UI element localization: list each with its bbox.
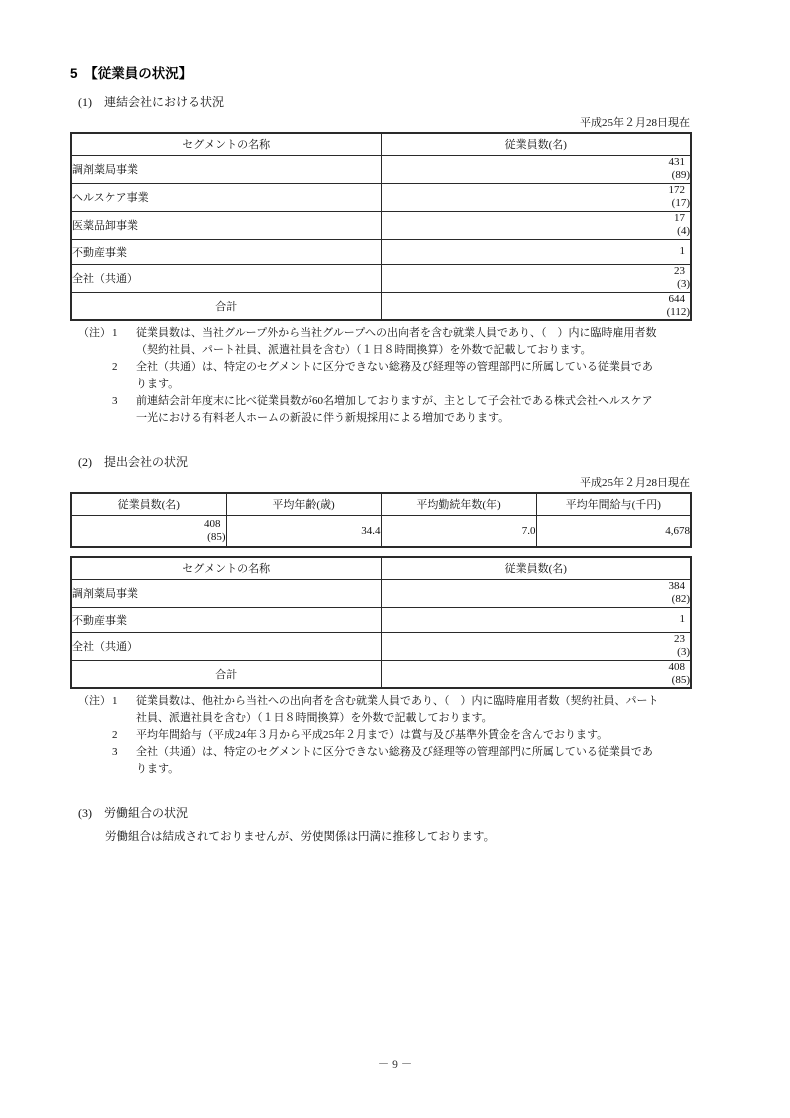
segment-label: 不動産事業 xyxy=(71,607,381,632)
note-item xyxy=(78,359,710,393)
employee-count-header: 従業員数(名) xyxy=(381,557,691,579)
segment-label: 全社（共通） xyxy=(71,264,381,292)
total-label: 合計 xyxy=(71,660,381,688)
employee-count: 172 xyxy=(668,184,685,196)
segment-name-header: セグメントの名称 xyxy=(71,557,381,579)
page-title: 5 【従業員の状況】 xyxy=(70,66,193,81)
employee-count-cell xyxy=(381,239,691,264)
employee-count: 1 xyxy=(679,613,685,625)
note-label: （注） xyxy=(78,695,111,707)
employee-count-cell xyxy=(381,607,691,632)
note-item xyxy=(78,325,710,359)
note-number: 1 xyxy=(112,327,118,339)
employee-count-cell xyxy=(381,155,691,183)
table-row xyxy=(71,155,691,183)
employee-count-cell xyxy=(381,660,691,688)
employee-count: 408 xyxy=(204,517,221,530)
table-row xyxy=(71,632,691,660)
employee-count-header: 従業員数(名) xyxy=(381,133,691,155)
temporary-count: (85) xyxy=(671,673,690,686)
segment-label: 医薬品卸事業 xyxy=(71,211,381,239)
temporary-count: (89) xyxy=(671,169,690,181)
note-item xyxy=(78,727,710,744)
table-header-row xyxy=(71,557,691,579)
section3-body: 労働組合は結成されておりませんが、労使関係は円満に推移しております。 xyxy=(105,831,496,843)
table-total-row xyxy=(71,660,691,688)
note-label: （注） xyxy=(78,327,111,339)
note-text: 前連結会計年度末に比べ従業員数が60名増加しておりますが、主として子会社である株式会社ヘルスケア一光における有料老人ホームの新設に伴う新規採用による増加であります。 xyxy=(136,395,653,424)
table-total-row xyxy=(71,292,691,320)
employee-count-cell xyxy=(381,632,691,660)
note-number: 3 xyxy=(112,395,118,407)
note-number: 3 xyxy=(112,746,118,758)
note-text: 従業員数は、他社から当社への出向者を含む就業人員であり、（ ）内に臨時雇用者数（契約社員、パート社員、派遣社員を含む）（１日８時間換算）を外数で記載しております。 xyxy=(136,695,659,724)
consolidated-employees-table xyxy=(70,132,692,321)
table-row xyxy=(71,264,691,292)
table-header-row xyxy=(71,493,691,515)
employee-count-cell xyxy=(381,292,691,320)
employee-count-cell xyxy=(381,264,691,292)
note-text: 全社（共通）は、特定のセグメントに区分できない総務及び経理等の管理部門に所属している従業員であります。 xyxy=(136,746,653,775)
employee-count-cell xyxy=(381,579,691,607)
avg-service-years-cell: 7.0 xyxy=(381,515,536,547)
section2-heading: (2) 提出会社の状況 xyxy=(78,455,188,469)
segment-label: 調剤薬局事業 xyxy=(71,579,381,607)
note-item xyxy=(78,744,710,778)
avg-annual-salary-cell: 4,678 xyxy=(536,515,691,547)
temporary-count: (112) xyxy=(666,305,690,318)
table-row xyxy=(71,211,691,239)
segment-label: 調剤薬局事業 xyxy=(71,155,381,183)
table-row xyxy=(71,607,691,632)
employee-count: 644 xyxy=(668,292,685,305)
note-item xyxy=(78,693,710,727)
employee-count: 431 xyxy=(668,156,685,168)
avg-annual-salary-header: 平均年間給与(千円) xyxy=(536,493,691,515)
segment-label: ヘルスケア事業 xyxy=(71,183,381,211)
temporary-count: (82) xyxy=(671,593,690,605)
segment-label: 全社（共通） xyxy=(71,632,381,660)
segment-name-header: セグメントの名称 xyxy=(71,133,381,155)
section2-notes xyxy=(78,693,710,778)
employee-count-cell xyxy=(381,211,691,239)
temporary-count: (3) xyxy=(677,278,690,290)
table-row xyxy=(71,183,691,211)
temporary-count: (17) xyxy=(671,197,690,209)
company-segment-table xyxy=(70,556,692,689)
table-row xyxy=(71,239,691,264)
employee-count: 23 xyxy=(674,265,685,277)
avg-age-header: 平均年齢(歳) xyxy=(226,493,381,515)
page-number: － 9 － xyxy=(377,1059,413,1071)
note-number: 2 xyxy=(112,361,118,373)
table-row xyxy=(71,515,691,547)
employee-count: 23 xyxy=(674,633,685,645)
table-header-row xyxy=(71,133,691,155)
temporary-count: (3) xyxy=(677,646,690,658)
temporary-count: (85) xyxy=(207,530,226,543)
employee-count: 17 xyxy=(674,212,685,224)
note-text: 従業員数は、当社グループ外から当社グループへの出向者を含む就業人員であり、（ ）内に臨時雇用者数（契約社員、パート社員、派遣社員を含む）（１日８時間換算）を外数で記載しております。 xyxy=(136,327,657,356)
section2-as-of-date: 平成25年２月28日現在 xyxy=(580,477,690,489)
table-row xyxy=(71,579,691,607)
note-text: 平均年間給与（平成24年３月から平成25年２月まで）は賞与及び基準外賃金を含んでおります。 xyxy=(136,729,609,741)
avg-service-years-header: 平均勤続年数(年) xyxy=(381,493,536,515)
section1-heading: (1) 連結会社における状況 xyxy=(78,95,224,109)
company-summary-table xyxy=(70,492,692,548)
note-number: 1 xyxy=(112,695,118,707)
section3-heading: (3) 労働組合の状況 xyxy=(78,806,188,820)
note-number: 2 xyxy=(112,729,118,741)
section1-notes xyxy=(78,325,710,427)
avg-age-cell: 34.4 xyxy=(226,515,381,547)
note-item xyxy=(78,393,710,427)
employee-count-header: 従業員数(名) xyxy=(71,493,226,515)
employee-count: 408 xyxy=(668,660,685,673)
segment-label: 不動産事業 xyxy=(71,239,381,264)
section1-as-of-date: 平成25年２月28日現在 xyxy=(580,117,690,129)
temporary-count: (4) xyxy=(677,225,690,237)
employee-count-cell xyxy=(71,515,226,547)
note-text: 全社（共通）は、特定のセグメントに区分できない総務及び経理等の管理部門に所属している従業員であります。 xyxy=(136,361,653,390)
total-label: 合計 xyxy=(71,292,381,320)
employee-count: 384 xyxy=(668,580,685,592)
employee-count: 1 xyxy=(679,245,685,257)
employee-count-cell xyxy=(381,183,691,211)
